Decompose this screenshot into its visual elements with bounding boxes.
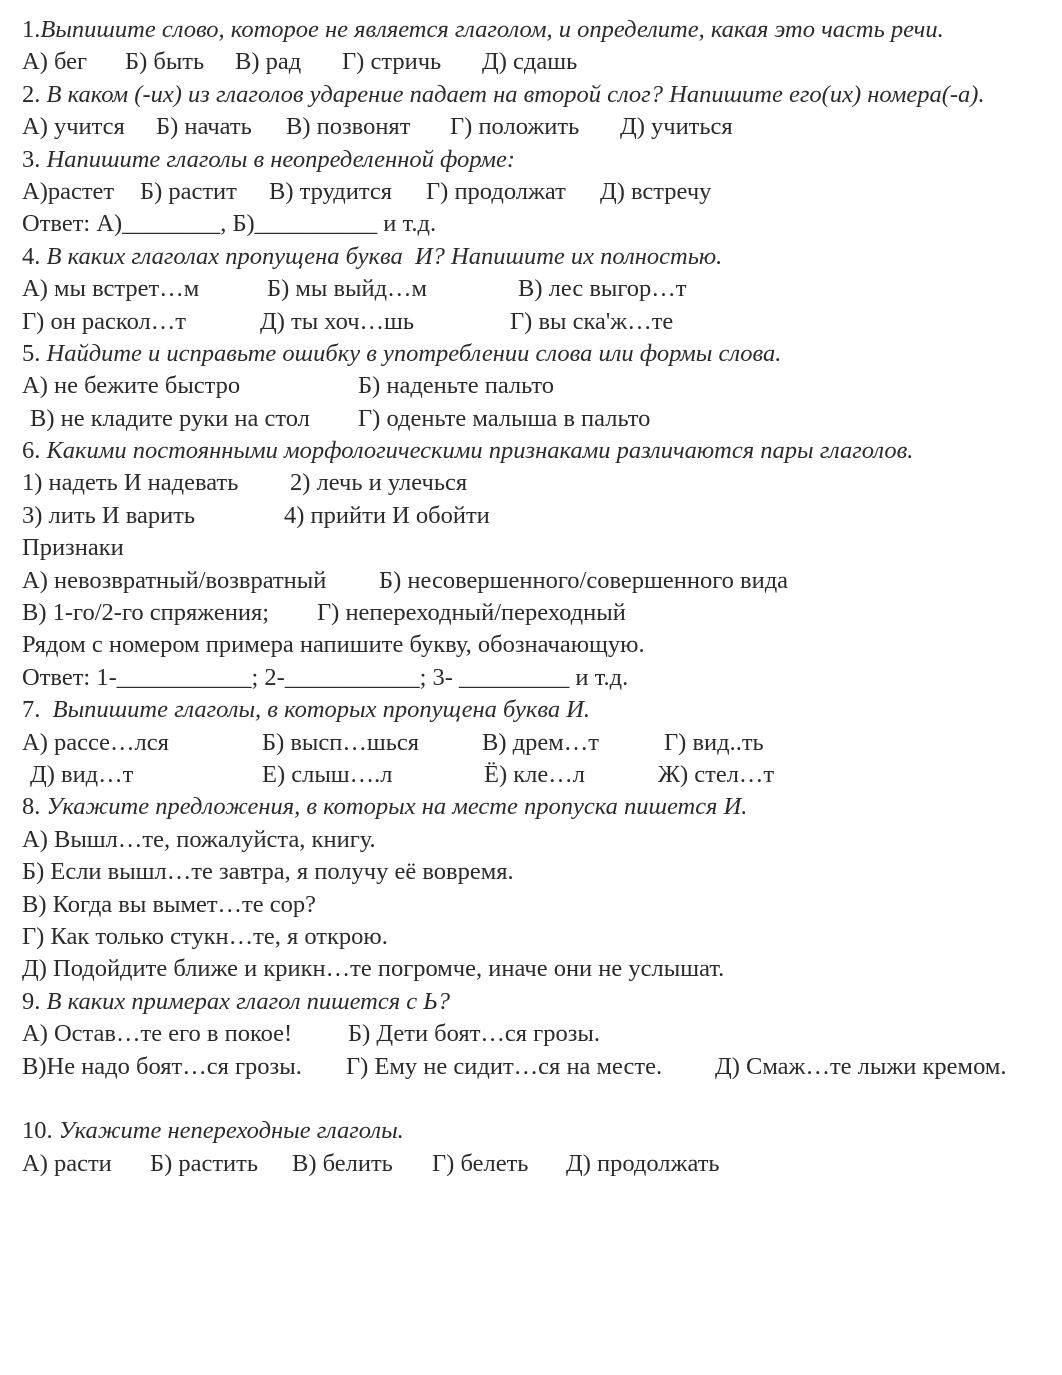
answer-template: Ответ: 1-___________; 2-___________; 3- _________ и т.д.	[22, 663, 629, 691]
option: Г) он раскол…т	[22, 307, 186, 335]
features-label: Признаки	[22, 534, 124, 562]
option: В) дрем…т	[482, 728, 599, 756]
question-text: Какими постоянными морфологическими признаками различаются пары глаголов.	[46, 437, 914, 465]
question-5-options-row-1	[22, 370, 1052, 402]
option: А) расти	[22, 1149, 112, 1177]
question-9-options-row-2	[22, 1051, 1052, 1083]
option: А) бег	[22, 48, 88, 76]
question-2-options	[22, 111, 1052, 143]
option: В)Не надо боят…ся грозы.	[22, 1052, 302, 1080]
option: В) белить	[292, 1149, 393, 1177]
option: 1) надеть И надевать	[22, 469, 239, 497]
question-number: 4.	[22, 242, 47, 270]
question-number: 5.	[22, 339, 47, 367]
question-10-options	[22, 1148, 1052, 1180]
question-6-title	[22, 435, 1052, 467]
question-3-answer	[22, 208, 1052, 240]
option: Г) продолжат	[426, 177, 566, 205]
option: Б) высп…шься	[262, 728, 420, 756]
question-number: 8.	[22, 793, 47, 821]
question-number: 10.	[22, 1117, 59, 1145]
option: Ё) кле…л	[484, 760, 585, 788]
question-6-pairs-row-2	[22, 500, 1052, 532]
option: 2) лечь и улечься	[290, 469, 468, 497]
question-4-options-row-2	[22, 306, 1052, 338]
option: Б) быть	[125, 48, 205, 76]
option: Д) сдашь	[482, 48, 578, 76]
question-5-title	[22, 338, 1052, 370]
question-text: Укажите непереходные глаголы.	[58, 1117, 404, 1145]
question-text: В каких примерах глагол пишется с Ь?	[46, 987, 450, 1015]
answer-template: Ответ: А)________, Б)__________ и т.д.	[22, 210, 437, 238]
option: Е) слыш….л	[262, 760, 393, 788]
option: Б) Дети боят…ся грозы.	[348, 1020, 600, 1048]
question-number: 1.	[22, 16, 41, 43]
question-6-features-heading	[22, 532, 1052, 564]
question-10-title	[22, 1083, 1052, 1148]
option: Д) Подойдите ближе и крикн…те погромче, иначе они не услышат.	[22, 955, 725, 983]
question-text: В каком (-их) из глаголов ударение падает на второй слог? Напишите его(их) номера(-а).	[46, 80, 985, 108]
option: А) невозвратный/возвратный	[22, 566, 327, 594]
option: В) Когда вы вымет…те сор?	[22, 890, 317, 918]
option: Г) вид..ть	[664, 728, 764, 756]
question-text: Напишите глаголы в неопределенной форме:	[46, 145, 516, 173]
question-text: Выпишите слово, которое не является глаголом, и определите, какая это часть речи.	[40, 16, 944, 43]
question-8-option-e	[22, 953, 1052, 985]
option: Б) несовершенного/совершенного вида	[379, 566, 789, 594]
option: Д) вид…т	[30, 760, 134, 788]
option: Г) оденьте малыша в пальто	[358, 404, 651, 432]
option: Г) белеть	[432, 1149, 529, 1177]
question-1-options	[22, 46, 1052, 78]
question-text: Найдите и исправьте ошибку в употреблении слова или формы слова.	[46, 339, 782, 367]
option: В) лес выгор…т	[518, 275, 687, 303]
option: Г) стричь	[342, 48, 442, 76]
option: 3) лить И варить	[22, 501, 196, 529]
option: Б) мы выйд…м	[267, 275, 428, 303]
question-9-options-row-1	[22, 1018, 1052, 1050]
option: В) рад	[235, 48, 302, 76]
question-7-options-row-2	[22, 759, 1052, 791]
option: А)растет	[22, 177, 115, 205]
question-8-option-a	[22, 824, 1052, 856]
option: Д) встречу	[600, 177, 712, 205]
option: В) 1-го/2-го спряжения;	[22, 599, 270, 627]
question-6-features-row-1	[22, 565, 1052, 597]
question-7-options-row-1	[22, 727, 1052, 759]
option: Д) учиться	[620, 113, 733, 141]
question-7-title	[22, 694, 1052, 726]
question-8-title	[22, 791, 1052, 823]
option: А) мы встрет…м	[22, 275, 200, 303]
option: А) Вышл…те, пожалуйста, книгу.	[22, 825, 376, 853]
option: А) не бежите быстро	[22, 372, 241, 400]
worksheet	[22, 14, 1052, 1180]
question-1-title	[22, 14, 1052, 46]
question-2-title	[22, 79, 1052, 111]
question-6-instruction	[22, 629, 1052, 661]
option: А) учится	[22, 113, 125, 141]
question-9-title	[22, 986, 1052, 1018]
question-3-options	[22, 176, 1052, 208]
option: Б) растит	[140, 177, 237, 205]
question-number: 9.	[22, 987, 47, 1015]
option: Ж) стел…т	[658, 760, 775, 788]
question-number: 2.	[22, 80, 47, 108]
question-text: В каких глаголах пропущена буква И? Напишите их полностью.	[46, 242, 723, 270]
option: 4) прийти И обойти	[284, 501, 490, 529]
question-6-answer	[22, 662, 1052, 694]
question-8-option-c	[22, 889, 1052, 921]
option: Д) продолжать	[566, 1149, 720, 1177]
question-number: 3.	[22, 145, 47, 173]
question-text: Выпишите глаголы, в которых пропущена буква И.	[52, 696, 591, 724]
option: Б) наденьте пальто	[358, 372, 555, 400]
question-8-option-b	[22, 856, 1052, 888]
option: Г) Как только стукн…те, я открою.	[22, 922, 388, 950]
option: Д) Смаж…те лыжи кремом.	[715, 1052, 1007, 1080]
option: В) трудится	[269, 177, 392, 205]
option: Б) Если вышл…те завтра, я получу её вовремя.	[22, 858, 514, 886]
option: Г) положить	[450, 113, 580, 141]
question-number: 6.	[22, 437, 47, 465]
option: В) позвонят	[286, 113, 411, 141]
option: В) не кладите руки на стол	[30, 404, 310, 432]
option: Б) растить	[150, 1149, 259, 1177]
question-3-title	[22, 144, 1052, 176]
option: Г) вы ска'ж…те	[510, 307, 674, 335]
instruction-text: Рядом с номером примера напишите букву, обозначающую.	[22, 631, 645, 659]
question-5-options-row-2	[22, 403, 1052, 435]
option: Г) Ему не сидит…ся на месте.	[346, 1052, 663, 1080]
question-6-features-row-2	[22, 597, 1052, 629]
option: Б) начать	[156, 113, 252, 141]
question-4-options-row-1	[22, 273, 1052, 305]
question-8-option-d	[22, 921, 1052, 953]
question-4-title	[22, 241, 1052, 273]
option: А) Остав…те его в покое!	[22, 1020, 293, 1048]
question-text: Укажите предложения, в которых на месте пропуска пишется И.	[46, 793, 748, 821]
option: Г) непереходный/переходный	[317, 599, 626, 627]
option: Д) ты хоч…шь	[260, 307, 415, 335]
question-number: 7.	[22, 696, 53, 724]
question-6-pairs-row-1	[22, 467, 1052, 499]
option: А) рассе…лся	[22, 728, 169, 756]
